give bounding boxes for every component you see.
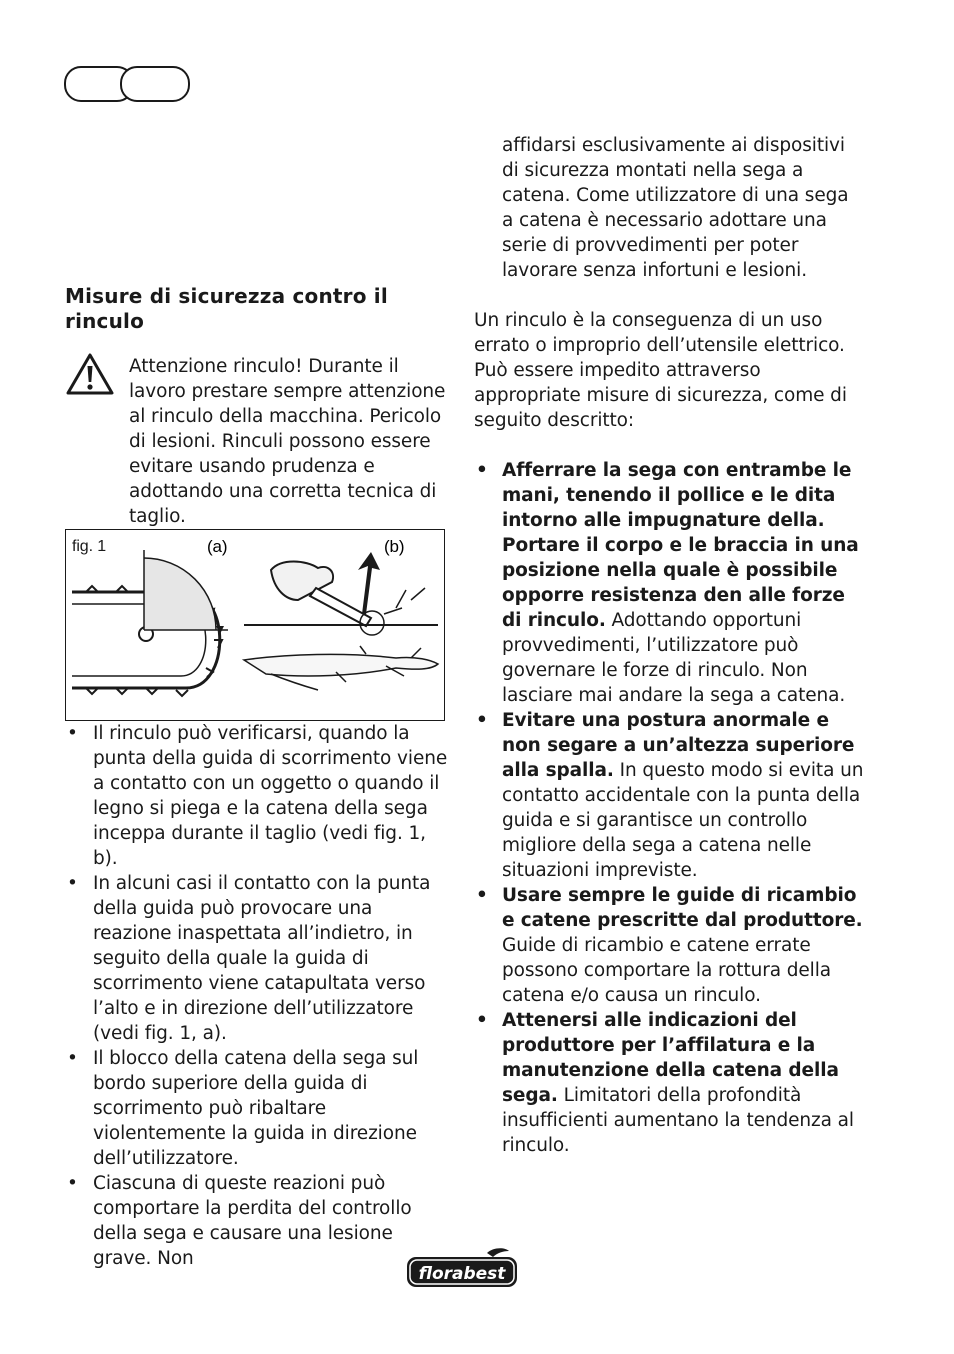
warning-triangle-icon <box>65 352 115 396</box>
figure-kickback <box>65 529 445 721</box>
left-column <box>65 284 450 1271</box>
list-item-text: Adottando opportuni provvedimenti, l’utilizzatore può governare le forze di rinculo. Non lasciare mai andare la sega a catena. <box>502 610 846 706</box>
list-item: • In alcuni casi il contatto con la punta della guida può provocare una reazione inaspettata all’indietro, in seguito della quale la guida di scorrimento viene catapultata verso l’alto e in direzione dell’utilizzatore (vedi fig. 1, a). <box>65 871 450 1046</box>
figure-label-b: (b) <box>384 537 405 556</box>
list-item <box>474 458 864 708</box>
section-heading: Misure di sicurezza contro il rinculo <box>65 284 388 333</box>
warning-block <box>65 354 450 529</box>
figure-illustration <box>66 530 445 721</box>
figure-label: fig. 1 <box>72 538 107 555</box>
florabest-logo <box>405 1247 519 1289</box>
list-item-text: Guide di ricambio e catene errate possono comportare la rottura della catena e/o causa un rinculo. <box>502 935 831 1006</box>
figure-label-a: (a) <box>207 537 228 556</box>
logo-text: florabest <box>418 1264 506 1284</box>
list-item-bold: Attenersi alle indicazioni del produttore per l’affilatura e la manutenzione della catena della sega. <box>502 1010 839 1106</box>
list-item <box>474 708 864 883</box>
list-item: • Il rinculo può verificarsi, quando la punta della guida di scorrimento viene a contatto con un oggetto o quando il legno si piega e la catena della sega inceppa durante il taglio (vedi fig. 1, b). <box>65 721 450 871</box>
list-item: • Ciascuna di queste reazioni può comportare la perdita del controllo della sega e causare una lesione grave. Non <box>65 1171 450 1271</box>
list-item-bold: Afferrare la sega con entrambe le mani, tenendo il pollice e le dita intorno alle impugnature della. Portare il corpo e le braccia in una posizione nella quale è possibile opporre resistenza den alle forze di rinculo. <box>502 460 859 631</box>
intro-paragraph: Un rinculo è la conseguenza di un uso errato o improprio dell’utensile elettrico. Può essere impedito attraverso appropriate misure di sicurezza, come di seguito descritto: <box>474 310 847 431</box>
list-item <box>474 883 864 1008</box>
list-item-bold: Evitare una postura anormale e non segare a un’altezza superiore alla spalla. <box>502 710 855 781</box>
kickback-causes-list <box>65 721 450 1271</box>
right-column <box>474 133 864 1158</box>
language-badge <box>64 66 188 100</box>
list-item: • Il blocco della catena della sega sul bordo superiore della guida di scorrimento può ribaltare violentemente la guida in direzione dell’utilizzatore. <box>65 1046 450 1171</box>
list-item-bold: Usare sempre le guide di ricambio e catene prescritte dal produttore. <box>502 885 863 931</box>
warning-text: Attenzione rinculo! Durante il lavoro prestare sempre attenzione al rinculo della macchina. Pericolo di lesioni. Rinculi possono essere evitare usando prudenza e adottando una corretta tecnica di taglio. <box>129 356 446 527</box>
language-badge-right <box>120 66 190 102</box>
list-item-text: Limitatori della profondità insufficienti aumentano la tendenza al rinculo. <box>502 1085 854 1156</box>
list-item-text: In questo modo si evita un contatto accidentale con la punta della guida e si garantisce un controllo migliore della sega a catena nelle situazioni impreviste. <box>502 760 864 881</box>
safety-measures-list <box>474 458 864 1158</box>
list-item <box>474 1008 864 1158</box>
continuation-text: affidarsi esclusivamente ai dispositivi di sicurezza montati nella sega a catena. Come utilizzatore di una sega a catena è necessario adottare una serie di provvedimenti per poter lavorare senza infortuni e lesioni. <box>502 135 849 281</box>
